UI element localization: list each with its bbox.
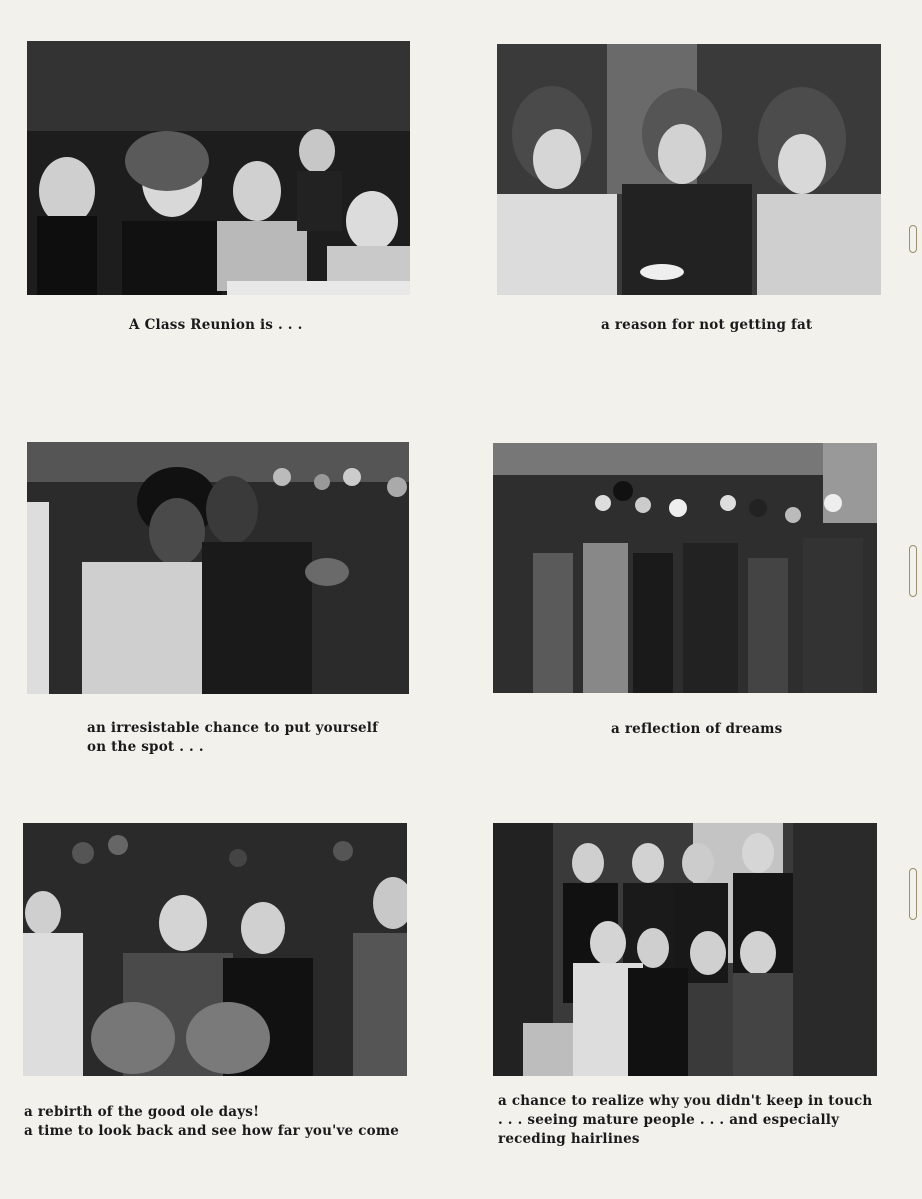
- caption-line: a reason for not getting fat: [601, 317, 813, 333]
- photo-guests-at-table: [27, 41, 410, 295]
- caption-line: receding hairlines: [498, 1131, 640, 1147]
- binder-ring-mark: [909, 545, 917, 597]
- caption-photo-5: [24, 1103, 399, 1141]
- binder-ring-mark: [909, 225, 917, 253]
- caption-photo-2: [601, 316, 812, 335]
- caption-line: A Class Reunion is . . .: [129, 317, 303, 333]
- caption-line: a rebirth of the good ole days!: [24, 1104, 260, 1120]
- caption-line: a chance to realize why you didn't keep in touch: [498, 1093, 873, 1109]
- caption-photo-4: [611, 720, 782, 739]
- photo-dancing-couple: [27, 442, 409, 694]
- caption-photo-1: [129, 316, 303, 335]
- photo-group-portrait: [493, 823, 877, 1076]
- caption-line: . . . seeing mature people . . . and especially: [498, 1112, 840, 1128]
- photo-three-women: [497, 44, 881, 295]
- caption-line: an irresistable chance to put yourself: [87, 720, 379, 736]
- caption-photo-3: [87, 719, 378, 757]
- caption-line: a time to look back and see how far you've come: [24, 1123, 400, 1139]
- caption-photo-6: [498, 1092, 872, 1149]
- binder-ring-mark: [909, 868, 917, 920]
- caption-line: on the spot . . .: [87, 739, 204, 755]
- photo-seated-guests: [23, 823, 407, 1076]
- photo-dance-floor: [493, 443, 877, 693]
- caption-line: a reflection of dreams: [611, 721, 783, 737]
